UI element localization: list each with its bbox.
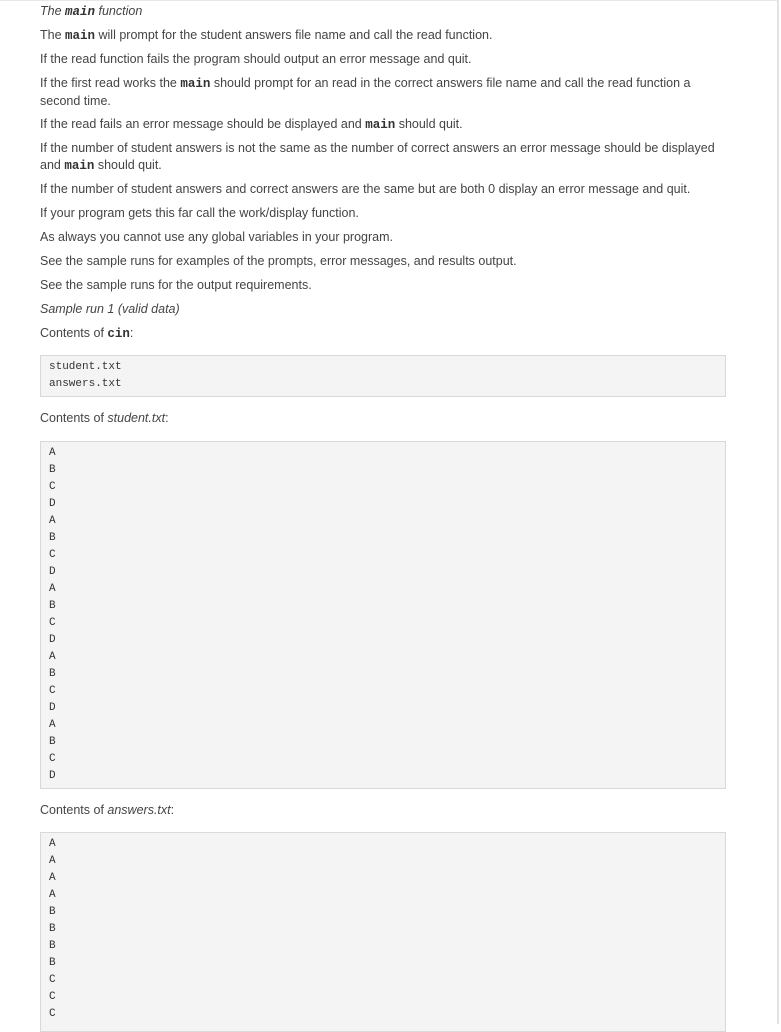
code-line: A <box>49 838 56 850</box>
code-line: D <box>49 702 56 714</box>
paragraph <box>40 140 730 175</box>
paragraph <box>40 116 730 134</box>
text-run: and <box>40 158 65 172</box>
text-run: If the read fails an error message should be displayed and <box>40 117 366 131</box>
text-run: If the number of student answers and correct answers are the same but are both 0 display an error message and quit. <box>40 182 691 196</box>
inline-code: main <box>65 29 96 43</box>
section-heading: The main function <box>40 4 143 19</box>
text-run: should quit. <box>94 158 162 172</box>
answers-code-block <box>40 832 726 1032</box>
paragraph <box>40 253 730 270</box>
code-line: D <box>49 770 56 782</box>
text-run: See the sample runs for the output requirements. <box>40 278 312 292</box>
text-run: If the first read works the <box>40 76 181 90</box>
code-line: B <box>49 957 56 969</box>
text-run: should quit. <box>395 117 463 131</box>
code-line: A <box>49 583 56 595</box>
code-line: C <box>49 685 56 697</box>
code-line: C <box>49 617 56 629</box>
code-line: C <box>49 1008 56 1020</box>
text-run: See the sample runs for examples of the prompts, error messages, and results output. <box>40 254 517 268</box>
code-line: B <box>49 923 56 935</box>
code-line: A <box>49 651 56 663</box>
code-line: B <box>49 668 56 680</box>
paragraph <box>40 27 730 45</box>
paragraph <box>40 229 730 246</box>
text-run: If your program gets this far call the work/display function. <box>40 206 359 220</box>
code-line: C <box>49 991 56 1003</box>
code-line: A <box>49 855 56 867</box>
code-line: B <box>49 906 56 918</box>
student-file-label: Contents of student.txt: <box>40 411 169 425</box>
code-line: D <box>49 566 56 578</box>
code-line: C <box>49 974 56 986</box>
inline-code: main <box>64 159 95 173</box>
sample-run-title: Sample run 1 (valid data) <box>40 302 180 316</box>
answers-file-label: Contents of answers.txt: <box>40 803 175 817</box>
paragraph <box>40 51 730 68</box>
text-run: As always you cannot use any global variables in your program. <box>40 230 393 244</box>
code-line: B <box>49 736 56 748</box>
code-line: A <box>49 889 56 901</box>
code-line: A <box>49 515 56 527</box>
code-line: student.txt <box>49 361 122 373</box>
code-line: C <box>49 753 56 765</box>
code-line: D <box>49 498 56 510</box>
code-line: A <box>49 447 56 459</box>
paragraph <box>40 205 730 222</box>
cin-code-block <box>40 355 726 397</box>
text-run: If the read function fails the program should output an error message and quit. <box>40 52 472 66</box>
text-run: The <box>40 28 66 42</box>
code-line: A <box>49 872 56 884</box>
code-line: B <box>49 940 56 952</box>
code-line: B <box>49 532 56 544</box>
cin-label: Contents of cin: <box>40 326 134 341</box>
code-line: answers.txt <box>49 378 122 390</box>
inline-code: main <box>180 77 211 91</box>
paragraph <box>40 277 730 294</box>
code-line: B <box>49 600 56 612</box>
text-run: should prompt for an read in the correct answers file name and call the read function a <box>210 76 691 90</box>
code-line: A <box>49 719 56 731</box>
text-run: will prompt for the student answers file name and call the read function. <box>95 28 493 42</box>
paragraph <box>40 181 730 198</box>
paragraph <box>40 75 730 110</box>
code-line: D <box>49 634 56 646</box>
inline-code: main <box>365 118 396 132</box>
code-line: B <box>49 464 56 476</box>
text-run: If the number of student answers is not the same as the number of correct answers an error message should be displayed <box>40 141 715 155</box>
student-code-block <box>40 441 726 789</box>
code-line: C <box>49 549 56 561</box>
code-line: C <box>49 481 56 493</box>
text-run: second time. <box>40 94 111 108</box>
